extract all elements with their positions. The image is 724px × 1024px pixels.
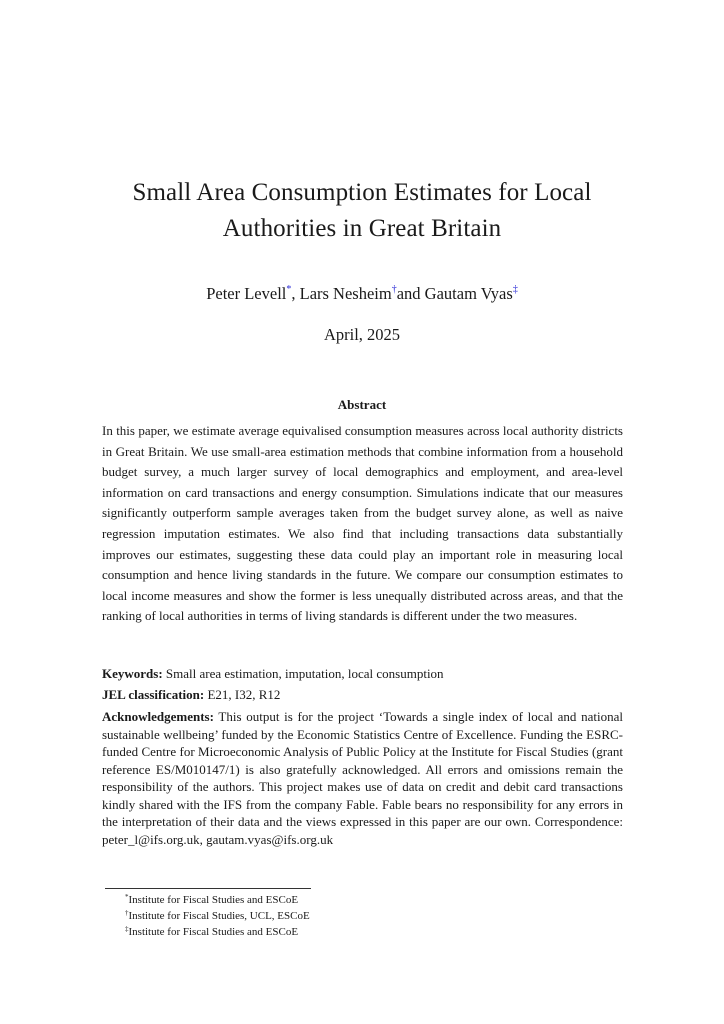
jel-text: E21, I32, R12: [207, 687, 281, 702]
footnote-mark: ‡: [125, 925, 129, 933]
footnote: [125, 924, 310, 940]
footnote-marker[interactable]: *: [286, 284, 292, 295]
footnote-text: Institute for Fiscal Studies, UCL, ESCoE: [128, 910, 310, 922]
abstract-heading: Abstract: [337, 397, 387, 412]
keywords-label: Keywords:: [102, 666, 163, 681]
keywords-text: Small area estimation, imputation, local consumption: [165, 666, 444, 681]
abstract-text: In this paper, we estimate average equivalised consumption measures across local authority districts in Great Britain. We use small-area estimation methods that combine information from a household budget survey, a much larger survey of local demographics and employment, and area-level information on card transactions and energy consumption. Simulations indicate that our measures significantly outperform sample averages taken from the budget survey alone, as well as naive regression imputation estimates. We also find that including transactions data substantially improves our estimates, suggesting these data could play an important role in measuring local consumption and hence living standards in the future. We compare our consumption estimates to local income measures and show the former is less unequally distributed across areas, and that the ranking of local authorities in terms of living standards is different under the two measures.: [102, 423, 623, 624]
acknowledgements: [102, 708, 623, 848]
footnote-mark: *: [125, 893, 129, 901]
keywords-line: [102, 665, 623, 683]
footnote-text: Institute for Fiscal Studies and ESCoE: [128, 894, 299, 906]
footnote: [125, 892, 310, 908]
author-name: Peter Levell: [206, 284, 287, 303]
paper-title: [0, 175, 724, 247]
title-line-2: Authorities in Great Britain: [222, 215, 502, 242]
author-name: and Gautam Vyas: [396, 284, 513, 303]
title-line-1: Small Area Consumption Estimates for Local: [132, 179, 592, 206]
footnotes: [125, 892, 310, 940]
jel-label: JEL classification:: [102, 687, 205, 702]
author-name: Lars Nesheim: [299, 284, 392, 303]
footnote-mark: †: [125, 909, 129, 917]
publication-date: April, 2025: [323, 325, 401, 344]
ack-text: This output is for the project ‘Towards a single index of local and national sustainable wellbeing’ funded by the Economic Statistics Centre of Excellence. Funding the ESRC-funded Centre for Microeconomic Analysis of Public Policy at the Institute for Fiscal Studies (grant reference ES/M010147/1) is also gratefully acknowledged. All errors and omissions remain the responsibility of the authors. This project makes use of data on credit and debit card transactions kindly shared with the IFS from the company Fable. Fable bears no responsibility for any errors in the interpretation of their data and the views expressed in this paper are our own. Correspondence: peter_l@ifs.org.uk, gautam.vyas@ifs.org.uk: [102, 709, 623, 847]
footnote-marker[interactable]: ‡: [512, 284, 518, 295]
ack-label: Acknowledgements:: [102, 709, 214, 724]
jel-line: [102, 686, 623, 704]
footnote-marker[interactable]: †: [391, 284, 397, 295]
footnote: [125, 908, 310, 924]
footnote-rule: [105, 888, 311, 889]
author-list: Peter Levell*, Lars Nesheim†and Gautam Vyas‡: [206, 284, 518, 303]
footnote-text: Institute for Fiscal Studies and ESCoE: [128, 926, 299, 938]
